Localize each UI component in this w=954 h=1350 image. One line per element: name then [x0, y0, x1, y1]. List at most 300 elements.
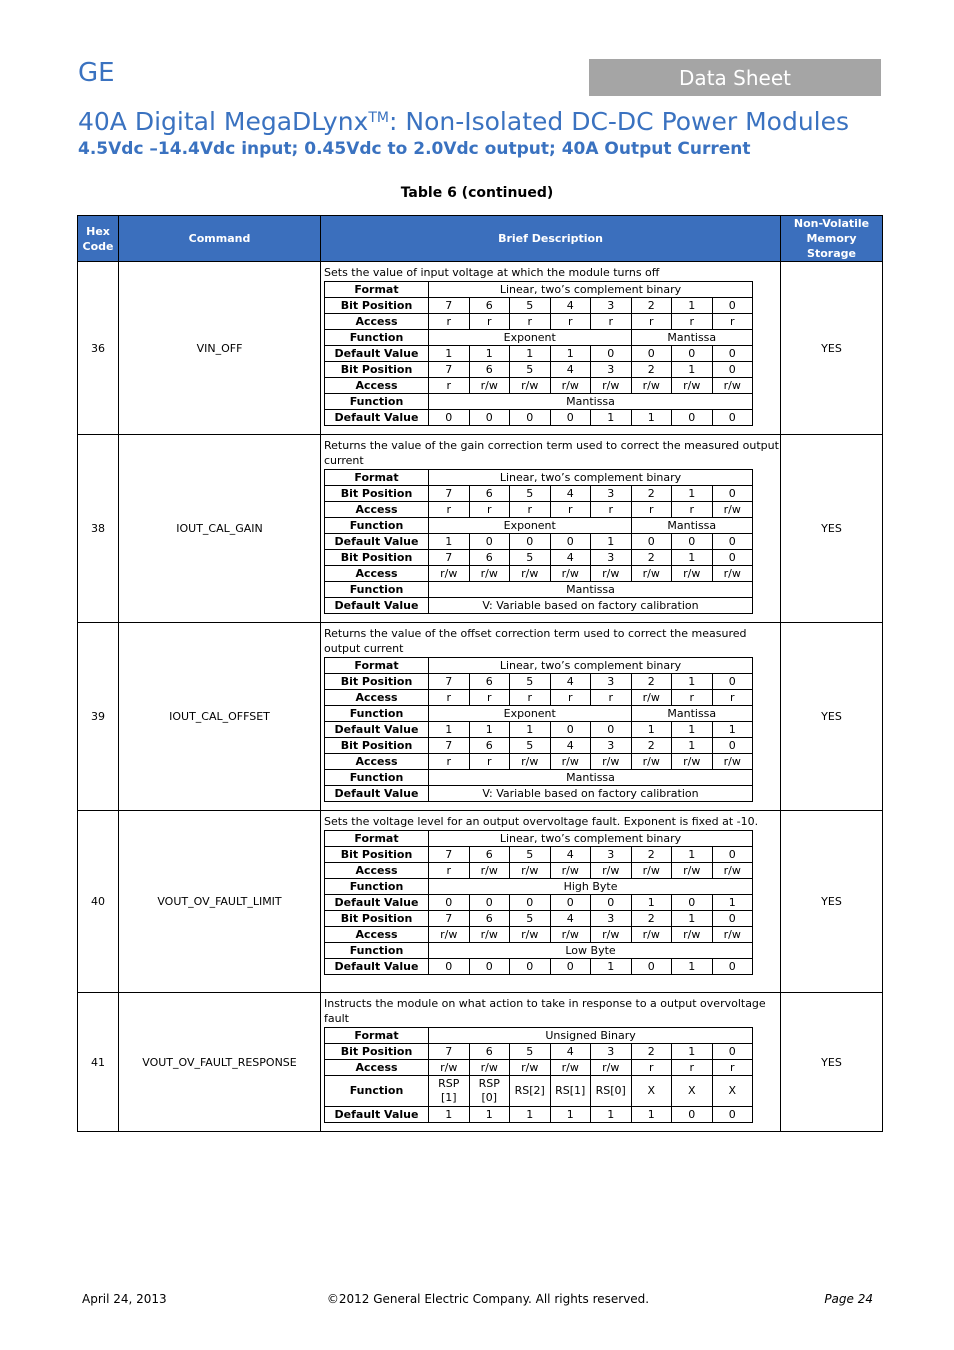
bit-position-label: Bit Position — [325, 298, 429, 314]
default-value: 1 — [510, 346, 551, 362]
description-text: Sets the voltage level for an output overvoltage fault. Exponent is fixed at -10. — [324, 815, 759, 828]
hex-code-cell: 39 — [78, 623, 119, 811]
function-value: Mantissa — [429, 770, 753, 786]
access-value: r/w — [550, 863, 591, 879]
bit-position-row — [325, 1044, 753, 1060]
data-sheet-badge: Data Sheet — [589, 59, 881, 96]
bit-position-row — [325, 738, 753, 754]
access-row — [325, 927, 753, 943]
col-header-description: Brief Description — [321, 216, 781, 262]
bit-position-value: 7 — [429, 550, 470, 566]
access-value: r/w — [510, 754, 551, 770]
bit-position-value: 6 — [469, 362, 510, 378]
default-value: 1 — [469, 1107, 510, 1123]
bit-position-label: Bit Position — [325, 362, 429, 378]
col-header-hex: Hex Code — [78, 216, 119, 262]
default-value: 0 — [469, 959, 510, 975]
table-row — [78, 993, 883, 1132]
access-row — [325, 690, 753, 706]
access-value: r/w — [631, 566, 672, 582]
bit-position-row — [325, 298, 753, 314]
default-value: 1 — [631, 410, 672, 426]
function-label: Function — [325, 943, 429, 959]
bit-position-label: Bit Position — [325, 847, 429, 863]
function-row — [325, 706, 753, 722]
function-value: RSP [0] — [469, 1076, 510, 1107]
access-value: r — [672, 1060, 713, 1076]
default-value: 1 — [550, 1107, 591, 1123]
default-value: 0 — [469, 410, 510, 426]
footer-date: April 24, 2013 — [82, 1292, 167, 1306]
bit-position-value: 1 — [672, 550, 713, 566]
bit-position-value: 5 — [510, 550, 551, 566]
access-value: r — [429, 863, 470, 879]
default-value: 1 — [591, 1107, 632, 1123]
access-value: r/w — [712, 566, 753, 582]
access-value: r — [469, 314, 510, 330]
function-label: Function — [325, 706, 429, 722]
access-value: r/w — [429, 1060, 470, 1076]
access-value: r — [672, 690, 713, 706]
default-value: 0 — [469, 534, 510, 550]
bit-position-value: 0 — [712, 738, 753, 754]
access-value: r/w — [469, 1060, 510, 1076]
default-value-label: Default Value — [325, 786, 429, 802]
bit-position-value: 4 — [550, 847, 591, 863]
nvm-cell: YES — [781, 623, 883, 811]
command-name-cell: IOUT_CAL_GAIN — [119, 435, 321, 623]
access-value: r/w — [510, 927, 551, 943]
access-value: r/w — [429, 927, 470, 943]
default-value: 0 — [429, 895, 470, 911]
access-value: r/w — [672, 863, 713, 879]
bit-position-value: 3 — [591, 911, 632, 927]
bit-position-value: 3 — [591, 550, 632, 566]
function-row — [325, 330, 753, 346]
bit-position-value: 0 — [712, 911, 753, 927]
access-value: r/w — [510, 863, 551, 879]
default-value: 0 — [672, 410, 713, 426]
access-value: r/w — [510, 378, 551, 394]
bit-position-row — [325, 847, 753, 863]
default-value: 0 — [591, 895, 632, 911]
default-value-row — [325, 959, 753, 975]
default-value: 0 — [469, 895, 510, 911]
access-value: r — [591, 314, 632, 330]
bit-position-value: 4 — [550, 362, 591, 378]
bit-position-value: 3 — [591, 847, 632, 863]
function-value: Mantissa — [429, 394, 753, 410]
function-value: Mantissa — [631, 330, 753, 346]
function-row — [325, 770, 753, 786]
access-label: Access — [325, 378, 429, 394]
access-value: r/w — [550, 927, 591, 943]
function-value: RS[0] — [591, 1076, 632, 1107]
access-value: r/w — [631, 927, 672, 943]
bit-position-value: 0 — [712, 847, 753, 863]
default-value-row — [325, 534, 753, 550]
footer-copyright: ©2012 General Electric Company. All rights reserved. — [326, 1292, 650, 1306]
access-row — [325, 378, 753, 394]
default-value: 1 — [712, 722, 753, 738]
function-value: Exponent — [429, 330, 632, 346]
access-value: r — [712, 314, 753, 330]
hex-code-cell: 40 — [78, 811, 119, 993]
bit-position-value: 2 — [631, 362, 672, 378]
access-value: r — [712, 1060, 753, 1076]
default-value: 1 — [631, 1107, 672, 1123]
access-row — [325, 863, 753, 879]
bit-position-value: 1 — [672, 674, 713, 690]
access-value: r — [631, 1060, 672, 1076]
access-row — [325, 1060, 753, 1076]
default-value-label: Default Value — [325, 598, 429, 614]
bit-position-value: 4 — [550, 1044, 591, 1060]
bit-position-value: 2 — [631, 550, 672, 566]
bit-position-value: 0 — [712, 486, 753, 502]
access-value: r — [469, 502, 510, 518]
default-value-row — [325, 410, 753, 426]
default-value: 0 — [712, 1107, 753, 1123]
default-value: 0 — [550, 534, 591, 550]
bit-position-value: 2 — [631, 738, 672, 754]
default-value: 0 — [510, 959, 551, 975]
table-header-row — [78, 216, 883, 262]
access-value: r — [510, 314, 551, 330]
format-value: Linear, two’s complement binary — [429, 658, 753, 674]
access-value: r — [550, 502, 591, 518]
access-label: Access — [325, 502, 429, 518]
bit-field-table — [324, 830, 753, 975]
bit-position-value: 5 — [510, 362, 551, 378]
ge-logo: GE — [78, 58, 115, 88]
description-text: Instructs the module on what action to take in response to a output overvoltage fault — [324, 997, 766, 1025]
bit-position-value: 7 — [429, 486, 470, 502]
hex-code-cell: 38 — [78, 435, 119, 623]
bit-position-value: 0 — [712, 674, 753, 690]
function-value: RSP [1] — [429, 1076, 470, 1107]
access-value: r/w — [712, 927, 753, 943]
bit-position-value: 6 — [469, 911, 510, 927]
access-value: r — [591, 502, 632, 518]
default-value: 0 — [550, 722, 591, 738]
function-label: Function — [325, 518, 429, 534]
access-value: r/w — [631, 378, 672, 394]
bit-position-value: 1 — [672, 1044, 713, 1060]
default-value: 0 — [712, 959, 753, 975]
function-value: X — [672, 1076, 713, 1107]
access-value: r/w — [591, 1060, 632, 1076]
command-name-cell: VOUT_OV_FAULT_LIMIT — [119, 811, 321, 993]
description-cell — [321, 811, 781, 993]
nvm-cell: YES — [781, 262, 883, 435]
hex-code-cell: 41 — [78, 993, 119, 1132]
function-row — [325, 518, 753, 534]
bit-position-value: 7 — [429, 1044, 470, 1060]
access-value: r/w — [510, 1060, 551, 1076]
function-value: X — [631, 1076, 672, 1107]
bit-position-row — [325, 911, 753, 927]
default-value-label: Default Value — [325, 410, 429, 426]
access-value: r — [631, 314, 672, 330]
bit-field-table — [324, 469, 753, 614]
function-row — [325, 1076, 753, 1107]
bit-position-value: 2 — [631, 298, 672, 314]
bit-position-value: 1 — [672, 362, 713, 378]
bit-position-value: 0 — [712, 362, 753, 378]
bit-position-row — [325, 674, 753, 690]
default-value-row — [325, 786, 753, 802]
nvm-cell: YES — [781, 993, 883, 1132]
access-label: Access — [325, 690, 429, 706]
access-value: r/w — [429, 566, 470, 582]
function-row — [325, 879, 753, 895]
default-value: 1 — [631, 895, 672, 911]
bit-position-row — [325, 486, 753, 502]
function-value: High Byte — [429, 879, 753, 895]
default-value: 0 — [429, 959, 470, 975]
footer-page-number: Page 24 — [824, 1292, 873, 1306]
bit-position-value: 3 — [591, 1044, 632, 1060]
access-value: r — [469, 754, 510, 770]
default-value: 0 — [591, 722, 632, 738]
access-value: r/w — [550, 378, 591, 394]
default-value: V: Variable based on factory calibration — [429, 598, 753, 614]
default-value: 1 — [510, 1107, 551, 1123]
access-value: r/w — [591, 863, 632, 879]
function-value: Mantissa — [429, 582, 753, 598]
default-value: 0 — [712, 534, 753, 550]
access-value: r/w — [591, 378, 632, 394]
bit-position-value: 4 — [550, 738, 591, 754]
access-value: r — [550, 690, 591, 706]
bit-field-table — [324, 657, 753, 802]
default-value: 0 — [631, 346, 672, 362]
function-row — [325, 582, 753, 598]
default-value-row — [325, 346, 753, 362]
bit-position-value: 4 — [550, 911, 591, 927]
bit-position-value: 5 — [510, 1044, 551, 1060]
access-value: r/w — [631, 754, 672, 770]
bit-position-value: 3 — [591, 674, 632, 690]
default-value: 1 — [429, 346, 470, 362]
command-name-cell: IOUT_CAL_OFFSET — [119, 623, 321, 811]
bit-position-value: 4 — [550, 298, 591, 314]
bit-position-label: Bit Position — [325, 1044, 429, 1060]
table-row — [78, 623, 883, 811]
bit-position-value: 3 — [591, 362, 632, 378]
bit-position-value: 2 — [631, 674, 672, 690]
access-value: r/w — [469, 863, 510, 879]
bit-position-value: 5 — [510, 847, 551, 863]
bit-position-row — [325, 550, 753, 566]
default-value: 1 — [591, 959, 632, 975]
bit-field-table — [324, 281, 753, 426]
description-cell — [321, 435, 781, 623]
access-value: r — [429, 378, 470, 394]
default-value: 0 — [712, 410, 753, 426]
access-value: r/w — [591, 754, 632, 770]
default-value-label: Default Value — [325, 534, 429, 550]
table-row — [78, 435, 883, 623]
default-value-row — [325, 722, 753, 738]
default-value: 0 — [631, 534, 672, 550]
access-value: r/w — [631, 863, 672, 879]
default-value-label: Default Value — [325, 722, 429, 738]
access-value: r/w — [712, 863, 753, 879]
default-value-row — [325, 598, 753, 614]
access-value: r — [429, 314, 470, 330]
default-value-row — [325, 895, 753, 911]
function-value: RS[1] — [550, 1076, 591, 1107]
default-value: 1 — [429, 534, 470, 550]
access-value: r/w — [672, 927, 713, 943]
default-value-label: Default Value — [325, 346, 429, 362]
bit-position-value: 2 — [631, 847, 672, 863]
format-value: Linear, two’s complement binary — [429, 282, 753, 298]
table-row — [78, 262, 883, 435]
bit-position-value: 0 — [712, 298, 753, 314]
access-value: r/w — [550, 566, 591, 582]
bit-position-value: 6 — [469, 847, 510, 863]
access-row — [325, 502, 753, 518]
default-value: 0 — [672, 346, 713, 362]
access-value: r/w — [672, 566, 713, 582]
bit-position-value: 1 — [672, 911, 713, 927]
default-value: 0 — [510, 895, 551, 911]
access-value: r — [469, 690, 510, 706]
access-value: r — [429, 690, 470, 706]
bit-position-value: 7 — [429, 298, 470, 314]
bit-position-value: 5 — [510, 911, 551, 927]
default-value: 0 — [550, 895, 591, 911]
format-label: Format — [325, 658, 429, 674]
access-value: r/w — [631, 690, 672, 706]
format-value: Linear, two’s complement binary — [429, 831, 753, 847]
default-value: 1 — [672, 959, 713, 975]
access-value: r — [672, 314, 713, 330]
bit-position-value: 6 — [469, 738, 510, 754]
bit-position-value: 0 — [712, 550, 753, 566]
format-label: Format — [325, 470, 429, 486]
access-value: r/w — [550, 754, 591, 770]
access-value: r — [631, 502, 672, 518]
default-value: 1 — [550, 346, 591, 362]
function-value: Exponent — [429, 518, 632, 534]
format-row — [325, 1028, 753, 1044]
table-row — [78, 811, 883, 993]
access-value: r — [429, 754, 470, 770]
default-value: 1 — [591, 534, 632, 550]
access-value: r — [510, 690, 551, 706]
format-row — [325, 831, 753, 847]
format-value: Unsigned Binary — [429, 1028, 753, 1044]
bit-position-value: 6 — [469, 1044, 510, 1060]
function-value: Exponent — [429, 706, 632, 722]
access-value: r/w — [591, 927, 632, 943]
bit-position-value: 4 — [550, 550, 591, 566]
description-text: Returns the value of the offset correction term used to correct the measured output current — [324, 627, 747, 655]
hex-code-cell: 36 — [78, 262, 119, 435]
default-value-label: Default Value — [325, 959, 429, 975]
function-label: Function — [325, 770, 429, 786]
bit-position-value: 2 — [631, 1044, 672, 1060]
bit-position-value: 7 — [429, 674, 470, 690]
function-value: Mantissa — [631, 706, 753, 722]
bit-position-value: 5 — [510, 738, 551, 754]
description-cell — [321, 993, 781, 1132]
bit-position-value: 3 — [591, 738, 632, 754]
bit-position-value: 4 — [550, 674, 591, 690]
format-label: Format — [325, 282, 429, 298]
access-value: r/w — [672, 754, 713, 770]
access-value: r — [550, 314, 591, 330]
bit-position-value: 7 — [429, 847, 470, 863]
access-label: Access — [325, 566, 429, 582]
bit-position-value: 1 — [672, 847, 713, 863]
access-value: r/w — [672, 378, 713, 394]
function-value: RS[2] — [510, 1076, 551, 1107]
bit-position-label: Bit Position — [325, 486, 429, 502]
function-label: Function — [325, 879, 429, 895]
bit-position-value: 6 — [469, 674, 510, 690]
default-value: V: Variable based on factory calibration — [429, 786, 753, 802]
col-header-command: Command — [119, 216, 321, 262]
access-value: r/w — [469, 378, 510, 394]
default-value: 0 — [672, 1107, 713, 1123]
description-text: Sets the value of input voltage at which the module turns off — [324, 266, 660, 279]
bit-position-value: 5 — [510, 298, 551, 314]
bit-position-value: 6 — [469, 550, 510, 566]
access-value: r — [591, 690, 632, 706]
access-label: Access — [325, 927, 429, 943]
default-value: 0 — [672, 895, 713, 911]
default-value: 1 — [429, 722, 470, 738]
bit-position-value: 1 — [672, 298, 713, 314]
bit-position-label: Bit Position — [325, 738, 429, 754]
bit-field-table — [324, 1027, 753, 1123]
bit-position-value: 3 — [591, 486, 632, 502]
format-row — [325, 470, 753, 486]
default-value: 0 — [591, 346, 632, 362]
access-label: Access — [325, 1060, 429, 1076]
default-value: 1 — [510, 722, 551, 738]
access-value: r/w — [469, 927, 510, 943]
table-caption: Table 6 (continued) — [400, 185, 554, 201]
default-value-label: Default Value — [325, 1107, 429, 1123]
access-row — [325, 314, 753, 330]
default-value: 0 — [550, 959, 591, 975]
access-row — [325, 566, 753, 582]
bit-position-value: 7 — [429, 738, 470, 754]
bit-position-value: 1 — [672, 738, 713, 754]
nvm-cell: YES — [781, 811, 883, 993]
bit-position-row — [325, 362, 753, 378]
function-row — [325, 394, 753, 410]
function-value: Mantissa — [631, 518, 753, 534]
bit-position-value: 3 — [591, 298, 632, 314]
default-value: 1 — [591, 410, 632, 426]
command-name-cell: VOUT_OV_FAULT_RESPONSE — [119, 993, 321, 1132]
col-header-nvm: Non-Volatile Memory Storage — [781, 216, 883, 262]
function-label: Function — [325, 1076, 429, 1107]
page-title: 40A Digital MegaDLynx™: Non-Isolated DC-DC Power Modules — [78, 107, 850, 136]
page-subtitle: 4.5Vdc –14.4Vdc input; 0.45Vdc to 2.0Vdc output; 40A Output Current — [78, 139, 751, 159]
description-text: Returns the value of the gain correction term used to correct the measured output current — [324, 439, 779, 467]
default-value: 1 — [712, 895, 753, 911]
default-value: 0 — [712, 346, 753, 362]
access-value: r — [510, 502, 551, 518]
